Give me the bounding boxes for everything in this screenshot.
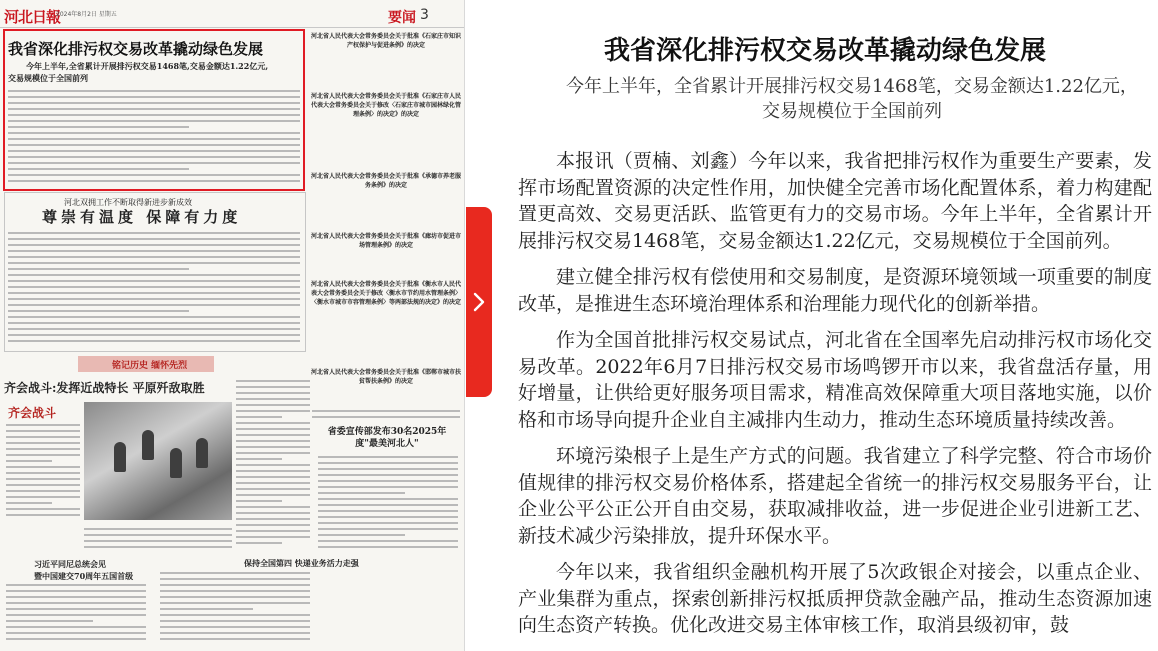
paper-article-title[interactable]: 尊崇有温度 保障有力度 (42, 208, 242, 226)
text-line-placeholder (6, 620, 93, 622)
newspaper-page-preview[interactable] (0, 0, 465, 651)
text-line-placeholder (236, 518, 310, 520)
text-line-placeholder (8, 168, 189, 170)
text-line-placeholder (6, 626, 146, 628)
text-line-placeholder (6, 430, 80, 432)
text-line-placeholder (8, 180, 300, 182)
text-line-placeholder (8, 156, 300, 158)
text-line-placeholder (6, 448, 80, 450)
text-line-placeholder (6, 496, 80, 498)
text-line-placeholder (8, 114, 300, 116)
text-line-placeholder (6, 490, 80, 492)
text-line-placeholder (8, 96, 300, 98)
text-line-placeholder (6, 596, 146, 598)
text-line-placeholder (236, 500, 282, 502)
text-line-placeholder (8, 120, 300, 122)
text-line-placeholder (6, 632, 146, 634)
text-line-placeholder (8, 90, 300, 92)
text-line-placeholder (236, 392, 310, 394)
text-line-placeholder (318, 540, 458, 542)
text-line-placeholder (8, 138, 300, 140)
paper-article-kicker: 河北双拥工作不断取得新进步新成效 (64, 198, 192, 207)
text-line-placeholder (6, 584, 146, 586)
text-line-placeholder (318, 498, 458, 500)
text-line-placeholder (6, 614, 146, 616)
text-line-placeholder (8, 304, 300, 306)
newspaper-masthead (0, 0, 465, 28)
text-line-placeholder (236, 404, 310, 406)
historical-photo (84, 402, 232, 520)
text-line-placeholder (236, 476, 310, 478)
article-text-block (6, 584, 146, 644)
text-line-placeholder (318, 528, 458, 530)
text-line-placeholder (160, 620, 310, 622)
text-line-placeholder (6, 508, 80, 510)
text-line-placeholder (8, 244, 300, 246)
paper-article-title[interactable]: 保持全国第四 快递业务活力走强 (244, 558, 359, 568)
text-line-placeholder (8, 322, 300, 324)
notice-title[interactable]: 河北省人民代表大会常务委员会关于批准《石家庄市知识产权保护与促进条例》的决定 (311, 33, 462, 49)
text-line-placeholder (236, 398, 310, 400)
text-line-placeholder (84, 546, 232, 548)
text-line-placeholder (318, 516, 458, 518)
article-paragraph: 本报讯（贾楠、刘鑫）今年以来，我省把排污权作为重要生产要素，发挥市场配置资源的决定性作用，加快健全完善市场化配置体系，着力构建配置更高效、交易更活跃、监管更有力的交易市场。今年上半年，全省累计开展排污权交易1468笔，交易金额达1.22亿元，交易规模位于全国前列。 (518, 150, 1152, 252)
text-line-placeholder (6, 472, 80, 474)
text-line-placeholder (8, 102, 300, 104)
notice-title[interactable]: 河北省人民代表大会常务委员会关于批准《廊坊市促进市场管理条例》的决定 (311, 233, 462, 249)
text-line-placeholder (6, 442, 80, 444)
text-line-placeholder (236, 434, 310, 436)
text-line-placeholder (236, 428, 310, 430)
text-line-placeholder (160, 584, 310, 586)
section-name: 要闻 (388, 10, 416, 26)
article-paragraph: 建立健全排污权有偿使用和交易制度，是资源环境领域一项重要的制度改革，是推进生态环境治理体系和治理能力现代化的创新举措。 (518, 266, 1152, 315)
text-line-placeholder (6, 424, 80, 426)
text-line-placeholder (84, 534, 232, 536)
article-text-block (160, 572, 310, 644)
text-line-placeholder (6, 484, 80, 486)
text-line-placeholder (236, 530, 310, 532)
text-line-placeholder (8, 298, 300, 300)
text-line-placeholder (6, 454, 80, 456)
text-line-placeholder (236, 416, 282, 418)
paper-article-subtitle: 交易规模位于全国前列 (8, 73, 88, 83)
text-line-placeholder (318, 504, 458, 506)
text-line-placeholder (236, 506, 310, 508)
text-line-placeholder (160, 602, 310, 604)
text-line-placeholder (8, 334, 300, 336)
text-line-placeholder (236, 494, 310, 496)
text-line-placeholder (84, 540, 232, 542)
notice-title[interactable]: 河北省人民代表大会常务委员会关于批准《邯郸市城市扶贫帮扶条例》的决定 (311, 369, 462, 385)
text-line-placeholder (8, 268, 189, 270)
text-line-placeholder (160, 626, 310, 628)
text-line-placeholder (6, 638, 146, 640)
article-title: 我省深化排污权交易改革撬动绿色发展 (603, 36, 1046, 66)
text-line-placeholder (318, 474, 458, 476)
paper-article-title[interactable]: 省委宣传部发布30名2025年度"最美河北人" (327, 427, 447, 449)
text-line-placeholder (312, 410, 460, 412)
article-reader-panel[interactable] (492, 0, 1158, 651)
text-line-placeholder (8, 238, 300, 240)
article-subtitle: 今年上半年，全省累计开展排污权交易1468笔，交易金额达1.22亿元，交易规模位于全国前列 (566, 76, 1138, 122)
notice-title[interactable]: 河北省人民代表大会常务委员会关于批准《石家庄市人民代表大会常务委员会关于修改〈石家庄市城市园林绿化管理条例〉的决定》的决定 (311, 93, 462, 118)
calligraphy-heading: 齐会战斗 (8, 406, 57, 420)
text-line-placeholder (6, 514, 80, 516)
article-text-block (236, 380, 310, 548)
text-line-placeholder (8, 232, 300, 234)
article-paragraph: 今年以来，我省组织金融机构开展了5次政银企对接会，以重点企业、产业集群为重点，探索创新排污权抵质押贷款金融产品，推动生态资源加速向生态资产转换。优化改进交易主体审核工作，取消县级初审，鼓 (518, 561, 1152, 636)
text-line-placeholder (84, 528, 232, 530)
text-line-placeholder (236, 458, 282, 460)
paper-article-title[interactable]: 习近平同尼总统会见 暨中国建交70周年五国首级 (34, 559, 134, 581)
paper-article-title[interactable]: 我省深化排污权交易改革撬动绿色发展 (8, 40, 264, 58)
text-line-placeholder (318, 486, 458, 488)
text-line-placeholder (236, 380, 310, 382)
text-line-placeholder (8, 162, 300, 164)
newspaper-dateline: 2024年8月2日 星期五 (56, 11, 117, 18)
text-line-placeholder (6, 590, 146, 592)
text-line-placeholder (236, 482, 310, 484)
text-line-placeholder (160, 638, 310, 640)
article-text-block (318, 456, 458, 552)
text-line-placeholder (160, 614, 310, 616)
text-line-placeholder (8, 316, 300, 318)
text-line-placeholder (318, 480, 458, 482)
text-line-placeholder (8, 262, 300, 264)
text-line-placeholder (160, 596, 310, 598)
newspaper-logo: 河北日報 (4, 8, 61, 26)
text-line-placeholder (236, 470, 310, 472)
article-text-block (6, 424, 80, 520)
text-line-placeholder (236, 464, 310, 466)
text-line-placeholder (6, 602, 146, 604)
text-line-placeholder (8, 256, 300, 258)
text-line-placeholder (318, 468, 458, 470)
text-line-placeholder (236, 536, 310, 538)
text-line-placeholder (8, 126, 189, 128)
text-line-placeholder (8, 132, 300, 134)
text-line-placeholder (6, 436, 80, 438)
paper-article-subtitle: 今年上半年,全省累计开展排污权交易1468笔,交易金额达1.22亿元, (26, 61, 269, 71)
collapse-toggle-button[interactable] (466, 207, 492, 397)
text-line-placeholder (6, 466, 80, 468)
page-number: 3 (420, 7, 429, 23)
text-line-placeholder (318, 462, 458, 464)
text-line-placeholder (6, 608, 146, 610)
text-line-placeholder (236, 386, 310, 388)
text-line-placeholder (8, 250, 300, 252)
text-line-placeholder (8, 292, 300, 294)
text-line-placeholder (8, 108, 300, 110)
text-line-placeholder (160, 572, 310, 574)
chevron-right-icon (472, 291, 486, 313)
section-banner-text: 铭记历史 缅怀先烈 (112, 361, 188, 371)
text-line-placeholder (8, 174, 300, 176)
text-line-placeholder (236, 452, 310, 454)
text-line-placeholder (8, 274, 300, 276)
article-text-block (8, 90, 300, 186)
text-line-placeholder (8, 150, 300, 152)
text-line-placeholder (160, 608, 253, 610)
text-line-placeholder (8, 280, 300, 282)
text-line-placeholder (236, 488, 310, 490)
text-line-placeholder (8, 310, 189, 312)
text-line-placeholder (160, 578, 310, 580)
text-line-placeholder (6, 478, 80, 480)
text-line-placeholder (236, 446, 310, 448)
text-line-placeholder (318, 534, 405, 536)
text-line-placeholder (318, 492, 405, 494)
text-line-placeholder (318, 522, 458, 524)
notice-title[interactable]: 河北省人民代表大会常务委员会关于批准《承德市养老服务条例》的决定 (311, 173, 462, 189)
article-body (518, 148, 1152, 649)
article-text-block (312, 410, 460, 422)
text-line-placeholder (236, 422, 310, 424)
text-line-placeholder (318, 456, 458, 458)
text-line-placeholder (236, 440, 310, 442)
text-line-placeholder (318, 510, 458, 512)
article-text-block (84, 528, 232, 552)
text-line-placeholder (236, 410, 310, 412)
article-text-block (8, 232, 300, 346)
text-line-placeholder (6, 460, 52, 462)
text-line-placeholder (236, 542, 282, 544)
text-line-placeholder (8, 340, 300, 342)
paper-article-title[interactable]: 齐会战斗:发挥近战特长 平原歼敌取胜 (4, 381, 205, 395)
text-line-placeholder (160, 632, 310, 634)
text-line-placeholder (236, 524, 310, 526)
text-line-placeholder (8, 144, 300, 146)
text-line-placeholder (312, 416, 460, 418)
text-line-placeholder (8, 328, 300, 330)
text-line-placeholder (8, 286, 300, 288)
text-line-placeholder (160, 590, 310, 592)
text-line-placeholder (236, 512, 310, 514)
article-paragraph: 环境污染根子上是生产方式的问题。我省建立了科学完整、符合市场价值规律的排污权交易价格体系，搭建起全省统一的排污权交易服务平台，让企业公平公正公开自由交易，获取减排收益，进一步促进企业引进新工艺、新技术减少污染排放，提升环保水平。 (518, 445, 1152, 547)
notice-title[interactable]: 河北省人民代表大会常务委员会关于批准《衡水市人民代表大会常务委员会关于修改〈衡水市节约用水管理条例〉〈衡水市城市市容管理条例〉等两部法规的决定》的决定 (311, 281, 462, 306)
text-line-placeholder (6, 502, 52, 504)
text-line-placeholder (318, 546, 458, 548)
article-paragraph: 作为全国首批排污权交易试点，河北省在全国率先启动排污权市场化交易改革。2022年6月7日排污权交易市场鸣锣开市以来，我省盘活存量，用好增量，让供给更好服务项目需求，精准高效保障重大项目落地实施，以价格和市场导向提升企业自主减排内生动力，推动生态环境质量持续改善。 (518, 329, 1152, 431)
